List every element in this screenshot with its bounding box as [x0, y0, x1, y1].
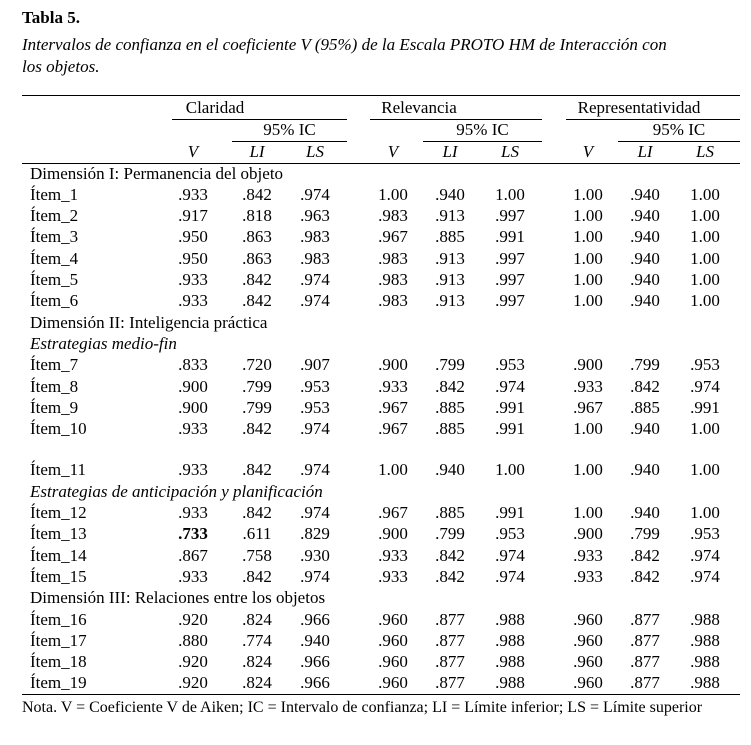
- table-cell: .974: [495, 546, 525, 565]
- table-cell: .953: [300, 377, 330, 396]
- table-rule: [172, 119, 347, 120]
- table-cell: .877: [435, 652, 465, 671]
- table-cell: 1.00: [573, 185, 603, 204]
- table-cell: 1.00: [573, 503, 603, 522]
- table-cell: .885: [435, 398, 465, 417]
- table-cell: .950: [178, 249, 208, 268]
- table-cell: 1.00: [573, 291, 603, 310]
- table-cell: .885: [435, 227, 465, 246]
- table-cell: .960: [573, 631, 603, 650]
- table-cell: .863: [242, 249, 272, 268]
- table-cell: .842: [242, 567, 272, 586]
- table-cell: .967: [378, 398, 408, 417]
- table-cell: .997: [495, 270, 525, 289]
- table-cell: .933: [178, 460, 208, 479]
- table-cell: .900: [573, 524, 603, 543]
- table-cell: .991: [495, 503, 525, 522]
- table-cell: 1.00: [495, 460, 525, 479]
- table-cell: .983: [300, 227, 330, 246]
- table-cell: .967: [573, 398, 603, 417]
- table-cell: 1.00: [690, 185, 720, 204]
- table-cell: .950: [178, 227, 208, 246]
- table-cell: .920: [178, 673, 208, 692]
- table-cell: .867: [178, 546, 208, 565]
- table-rule: [22, 95, 740, 96]
- table-cell: .940: [630, 270, 660, 289]
- column-header: LI: [249, 142, 265, 161]
- table-cell: .933: [178, 503, 208, 522]
- table-cell: .997: [495, 249, 525, 268]
- table-cell: .842: [630, 567, 660, 586]
- item-label: Ítem_19: [30, 673, 87, 692]
- table-cell: .842: [435, 567, 465, 586]
- table-cell: 1.00: [690, 503, 720, 522]
- group-header: Claridad: [185, 98, 245, 117]
- table-cell: .799: [630, 355, 660, 374]
- table-cell: .967: [378, 419, 408, 438]
- table-cell: .913: [435, 206, 465, 225]
- table-cell: .880: [178, 631, 208, 650]
- table-cell: .933: [573, 377, 603, 396]
- table-cell: .885: [435, 503, 465, 522]
- table-cell: .940: [435, 460, 465, 479]
- table-cell: 1.00: [378, 460, 408, 479]
- caption-line: Intervalos de confianza en el coeficiente V (95%) de la Escala PROTO HM de Interacción con: [22, 35, 667, 54]
- table-cell: .842: [242, 270, 272, 289]
- table-cell: 1.00: [573, 249, 603, 268]
- table-cell: .913: [435, 291, 465, 310]
- table-rule: [423, 141, 542, 142]
- column-header: LS: [306, 142, 324, 161]
- item-label: Ítem_9: [30, 398, 79, 417]
- item-label: Ítem_15: [30, 567, 87, 586]
- item-label: Ítem_16: [30, 610, 87, 629]
- table-cell: .974: [690, 377, 720, 396]
- table-cell: .842: [242, 185, 272, 204]
- subsection-heading: Estrategias de anticipación y planificación: [30, 482, 323, 501]
- table-cell: .974: [300, 567, 330, 586]
- table-cell: .991: [495, 398, 525, 417]
- table-cell: .842: [242, 460, 272, 479]
- table-cell: .960: [378, 610, 408, 629]
- table-cell: .758: [242, 546, 272, 565]
- table-cell: .940: [630, 503, 660, 522]
- table-cell: .983: [378, 291, 408, 310]
- table-cell: .960: [378, 631, 408, 650]
- table-caption: [22, 34, 744, 78]
- column-header: V: [387, 142, 399, 161]
- table-cell: .833: [178, 355, 208, 374]
- item-label: Ítem_2: [30, 206, 79, 225]
- table-cell: .983: [378, 249, 408, 268]
- table-cell: .818: [242, 206, 272, 225]
- table-cell: .988: [690, 610, 720, 629]
- table-cell: .988: [495, 631, 525, 650]
- column-header: LI: [637, 142, 653, 161]
- table-cell: .983: [378, 206, 408, 225]
- item-label: Ítem_1: [30, 185, 79, 204]
- item-label: Ítem_10: [30, 419, 87, 438]
- table-cell: .920: [178, 610, 208, 629]
- table-cell: .953: [495, 355, 525, 374]
- table-cell: .824: [242, 652, 272, 671]
- table-cell: .933: [573, 546, 603, 565]
- table-cell: .933: [378, 546, 408, 565]
- section-heading: Dimensión III: Relaciones entre los objetos: [30, 588, 326, 607]
- table-cell: .974: [300, 270, 330, 289]
- table-cell: .974: [690, 546, 720, 565]
- table-cell: .997: [495, 291, 525, 310]
- table-cell: 1.00: [690, 227, 720, 246]
- item-label: Ítem_8: [30, 377, 79, 396]
- column-header: LS: [501, 142, 519, 161]
- table-cell: .933: [178, 419, 208, 438]
- table-cell: .974: [300, 460, 330, 479]
- table-cell: .842: [242, 503, 272, 522]
- table-cell: .917: [178, 206, 208, 225]
- table-cell: .953: [495, 524, 525, 543]
- table-note: Nota. V = Coeficiente V de Aiken; IC = Intervalo de confianza; LI = Límite inferior; LS = Límite superior: [22, 699, 703, 716]
- table-cell: .733: [178, 524, 208, 543]
- table-cell: .920: [178, 652, 208, 671]
- item-label: Ítem_7: [30, 355, 79, 374]
- table-cell: .960: [573, 673, 603, 692]
- item-label: Ítem_17: [30, 631, 87, 650]
- table-cell: .974: [300, 185, 330, 204]
- table-cell: .829: [300, 524, 330, 543]
- table-cell: .774: [242, 631, 272, 650]
- column-header: V: [582, 142, 594, 161]
- item-label: Ítem_11: [30, 460, 87, 479]
- table-cell: .940: [630, 185, 660, 204]
- table-cell: .997: [495, 206, 525, 225]
- table-cell: .799: [242, 377, 272, 396]
- table-cell: .960: [573, 610, 603, 629]
- table-cell: .988: [495, 673, 525, 692]
- table-cell: .988: [690, 673, 720, 692]
- table-cell: .900: [178, 377, 208, 396]
- table-cell: 1.00: [573, 270, 603, 289]
- table-cell: .940: [630, 291, 660, 310]
- table-cell: .953: [690, 355, 720, 374]
- table-cell: .953: [300, 398, 330, 417]
- item-label: Ítem_13: [30, 524, 87, 543]
- table-cell: .967: [378, 227, 408, 246]
- table-cell: .611: [242, 524, 272, 543]
- table-cell: .953: [690, 524, 720, 543]
- group-header: Representatividad: [577, 98, 701, 117]
- item-label: Ítem_6: [30, 291, 79, 310]
- table-cell: 1.00: [690, 291, 720, 310]
- table-cell: .988: [495, 652, 525, 671]
- table-cell: .933: [378, 567, 408, 586]
- table-cell: .900: [378, 524, 408, 543]
- table-cell: .974: [300, 291, 330, 310]
- table-rule: [22, 694, 740, 695]
- table-rule: [618, 141, 740, 142]
- table-cell: .940: [630, 419, 660, 438]
- table-cell: .940: [630, 227, 660, 246]
- column-header: LS: [696, 142, 714, 161]
- table-cell: .900: [378, 355, 408, 374]
- table-cell: .960: [573, 652, 603, 671]
- item-label: Ítem_4: [30, 249, 79, 268]
- table-cell: .930: [300, 546, 330, 565]
- table-cell: .877: [630, 673, 660, 692]
- table-cell: .988: [690, 631, 720, 650]
- table-cell: 1.00: [378, 185, 408, 204]
- table-cell: .799: [242, 398, 272, 417]
- table-cell: .966: [300, 610, 330, 629]
- table-cell: 1.00: [690, 206, 720, 225]
- table-cell: .842: [242, 419, 272, 438]
- table-cell: .824: [242, 610, 272, 629]
- table-cell: .913: [435, 270, 465, 289]
- table-cell: .963: [300, 206, 330, 225]
- table-cell: .885: [435, 419, 465, 438]
- group-header: Relevancia: [381, 98, 457, 117]
- table-cell: .842: [630, 546, 660, 565]
- table-cell: 1.00: [690, 249, 720, 268]
- table-cell: .966: [300, 673, 330, 692]
- section-heading: Dimensión II: Inteligencia práctica: [30, 313, 268, 332]
- table-cell: .933: [178, 291, 208, 310]
- table-cell: .974: [495, 567, 525, 586]
- ci-header: 95% IC: [456, 120, 509, 139]
- table-cell: .842: [435, 377, 465, 396]
- table-cell: .877: [630, 631, 660, 650]
- table-cell: .991: [495, 419, 525, 438]
- table-cell: .720: [242, 355, 272, 374]
- table-cell: .960: [378, 652, 408, 671]
- table-cell: .988: [690, 652, 720, 671]
- section-heading: Dimensión I: Permanencia del objeto: [30, 164, 284, 183]
- column-header: V: [187, 142, 199, 161]
- table-cell: 1.00: [573, 460, 603, 479]
- item-label: Ítem_5: [30, 270, 79, 289]
- table-cell: 1.00: [690, 460, 720, 479]
- table-cell: .799: [630, 524, 660, 543]
- table-cell: .933: [378, 377, 408, 396]
- table-cell: .877: [435, 610, 465, 629]
- caption-line: los objetos.: [22, 57, 100, 76]
- table-cell: .933: [178, 567, 208, 586]
- table-cell: .940: [300, 631, 330, 650]
- table-cell: .940: [630, 249, 660, 268]
- table-cell: 1.00: [495, 185, 525, 204]
- table-cell: .974: [495, 377, 525, 396]
- table-cell: .900: [573, 355, 603, 374]
- table-cell: .983: [378, 270, 408, 289]
- table-cell: .877: [435, 631, 465, 650]
- table-cell: .940: [435, 185, 465, 204]
- table-cell: .974: [690, 567, 720, 586]
- table-cell: .991: [495, 227, 525, 246]
- table-cell: .967: [378, 503, 408, 522]
- ci-header: 95% IC: [263, 120, 316, 139]
- table-cell: .974: [300, 503, 330, 522]
- table-cell: .940: [630, 460, 660, 479]
- table-cell: .877: [435, 673, 465, 692]
- table-cell: .907: [300, 355, 330, 374]
- table-cell: 1.00: [573, 227, 603, 246]
- table-cell: .940: [630, 206, 660, 225]
- table-cell: .900: [178, 398, 208, 417]
- table-cell: .842: [435, 546, 465, 565]
- table-cell: .863: [242, 227, 272, 246]
- table-cell: .991: [690, 398, 720, 417]
- table-cell: .974: [300, 419, 330, 438]
- table-cell: .877: [630, 610, 660, 629]
- table-cell: 1.00: [573, 206, 603, 225]
- table-cell: .988: [495, 610, 525, 629]
- ci-header: 95% IC: [652, 120, 706, 139]
- column-header: LI: [442, 142, 458, 161]
- subsection-heading: Estrategias medio-fin: [30, 334, 177, 353]
- table-cell: .933: [178, 270, 208, 289]
- table-cell: .877: [630, 652, 660, 671]
- table-cell: .842: [242, 291, 272, 310]
- table-cell: .933: [573, 567, 603, 586]
- table-cell: .885: [630, 398, 660, 417]
- item-label: Ítem_12: [30, 503, 87, 522]
- table-cell: .799: [435, 524, 465, 543]
- table-cell: .960: [378, 673, 408, 692]
- table-cell: .799: [435, 355, 465, 374]
- table-cell: .824: [242, 673, 272, 692]
- item-label: Ítem_18: [30, 652, 87, 671]
- table-cell: .842: [630, 377, 660, 396]
- table-label: Tabla 5.: [22, 8, 80, 27]
- table-cell: .913: [435, 249, 465, 268]
- table-cell: .983: [300, 249, 330, 268]
- table-cell: 1.00: [690, 419, 720, 438]
- item-label: Ítem_14: [30, 546, 87, 565]
- item-label: Ítem_3: [30, 227, 79, 246]
- table-cell: 1.00: [573, 419, 603, 438]
- table-cell: .966: [300, 652, 330, 671]
- table-cell: 1.00: [690, 270, 720, 289]
- table-cell: .933: [178, 185, 208, 204]
